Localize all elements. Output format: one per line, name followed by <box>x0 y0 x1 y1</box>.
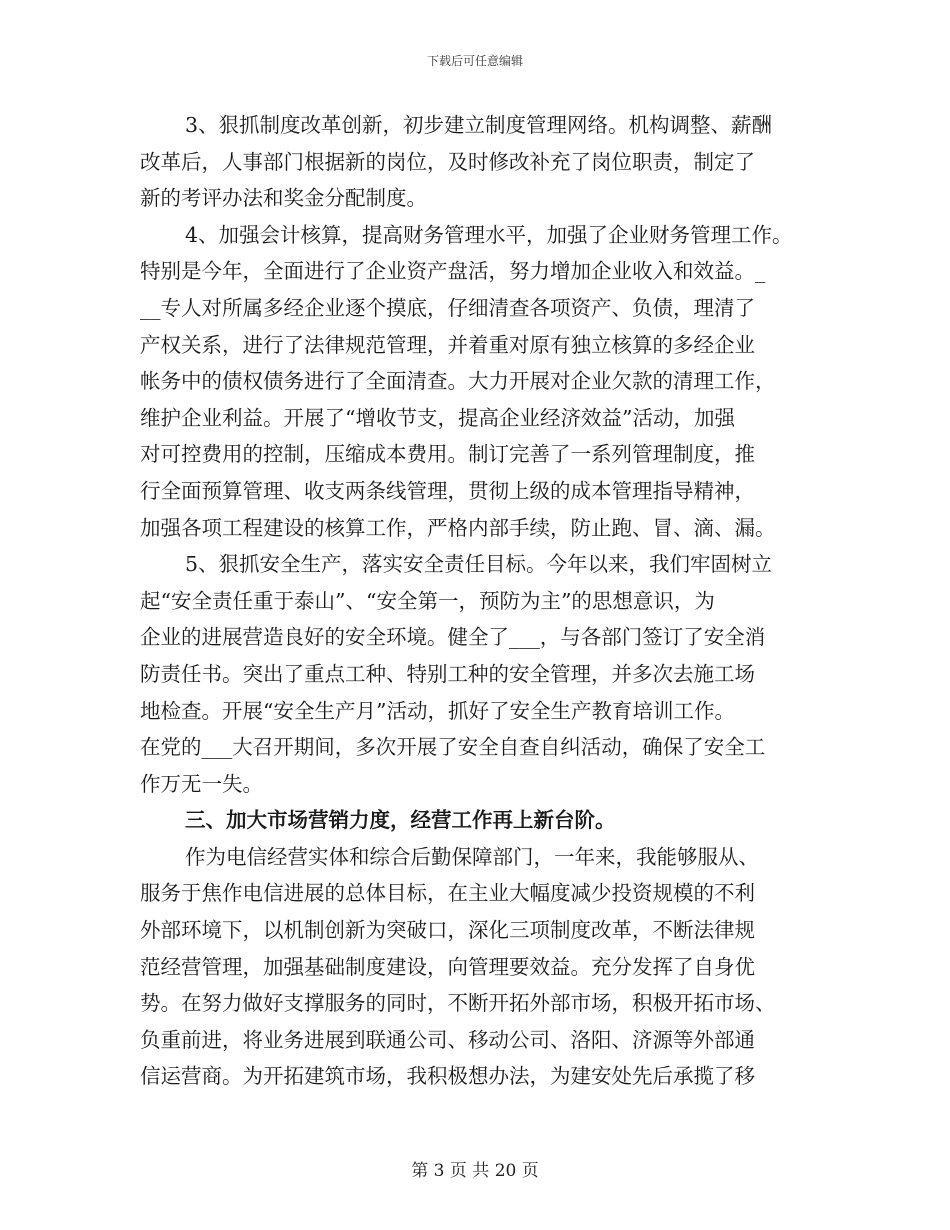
text-line: 行全面预算管理、收支两条线管理，贯彻上级的成本管理指导精神， <box>140 478 755 503</box>
text-line: __专人对所属多经企业逐个摸底，仔细清查各项资产、负债，理清了 <box>140 295 755 320</box>
text-line: 外部环境下，以机制创新为突破口，深化三项制度改革，不断法律规 <box>140 918 755 943</box>
text-line: 地检查。开展“安全生产月”活动，抓好了安全生产教育培训工作。 <box>140 698 735 723</box>
text-line: 对可控费用的控制，压缩成本费用。制订完善了一系列管理制度，推 <box>140 442 755 467</box>
text-line: 服务于焦作电信进展的总体目标，在主业大幅度减少投资规模的不利 <box>140 881 755 906</box>
text-line: 改革后，人事部门根据新的岗位，及时修改补充了岗位职责，制定了 <box>140 149 755 174</box>
text-line: 在党的___大召开期间，多次开展了安全自查自纠活动，确保了安全工 <box>140 735 766 760</box>
text-line: 范经营管理，加强基础制度建设，向管理要效益。充分发挥了自身优 <box>140 954 755 979</box>
text-line: 5、狠抓安全生产，落实安全责任目标。今年以来，我们牢固树立 <box>185 552 773 577</box>
text-line: 新的考评办法和奖金分配制度。 <box>140 186 427 211</box>
text-line: 加强各项工程建设的核算工作，严格内部手续，防止跑、冒、滴、漏。 <box>140 515 776 540</box>
text-line: 防责任书。突出了重点工种、特别工种的安全管理，并多次去施工场 <box>140 661 755 686</box>
text-line: 作万无一失。 <box>140 771 263 796</box>
text-line: 4、加强会计核算，提高财务管理水平，加强了企业财务管理工作。 <box>185 222 793 247</box>
text-line: 信运营商。为开拓建筑市场，我积极想办法，为建安处先后承揽了移 <box>140 1064 755 1089</box>
text-line: 维护企业利益。开展了“增收节支，提高企业经济效益”活动，加强 <box>140 405 735 430</box>
text-line: 作为电信经营实体和综合后勤保障部门，一年来，我能够服从、 <box>185 844 759 869</box>
page-number: 第 3 页 共 20 页 <box>411 1161 539 1181</box>
text-line: 势。在努力做好支撑服务的同时，不断开拓外部市场，积极开拓市场、 <box>140 991 776 1016</box>
page-header: 下载后可任意编辑 <box>426 54 523 68</box>
text-line: 特别是今年，全面进行了企业资产盘活，努力增加企业收入和效益。_ <box>140 259 766 284</box>
text-line: 负重前进，将业务进展到联通公司、移动公司、洛阳、济源等外部通 <box>140 1027 755 1052</box>
text-line: 产权关系，进行了法律规范管理，并着重对原有独立核算的多经企业 <box>140 332 755 357</box>
text-line: 3、狠抓制度改革创新，初步建立制度管理网络。机构调整、薪酬 <box>185 113 773 137</box>
text-line: 企业的进展营造良好的安全环境。健全了___，与各部门签订了安全消 <box>140 625 766 650</box>
section-heading: 三、加大市场营销力度，经营工作再上新台阶。 <box>185 808 616 833</box>
text-line: 起“安全责任重于泰山”、“安全第一，预防为主”的思想意识，为 <box>140 588 715 613</box>
text-line: 帐务中的债权债务进行了全面清查。大力开展对企业欠款的清理工作， <box>140 369 776 394</box>
document-body <box>140 107 820 1095</box>
